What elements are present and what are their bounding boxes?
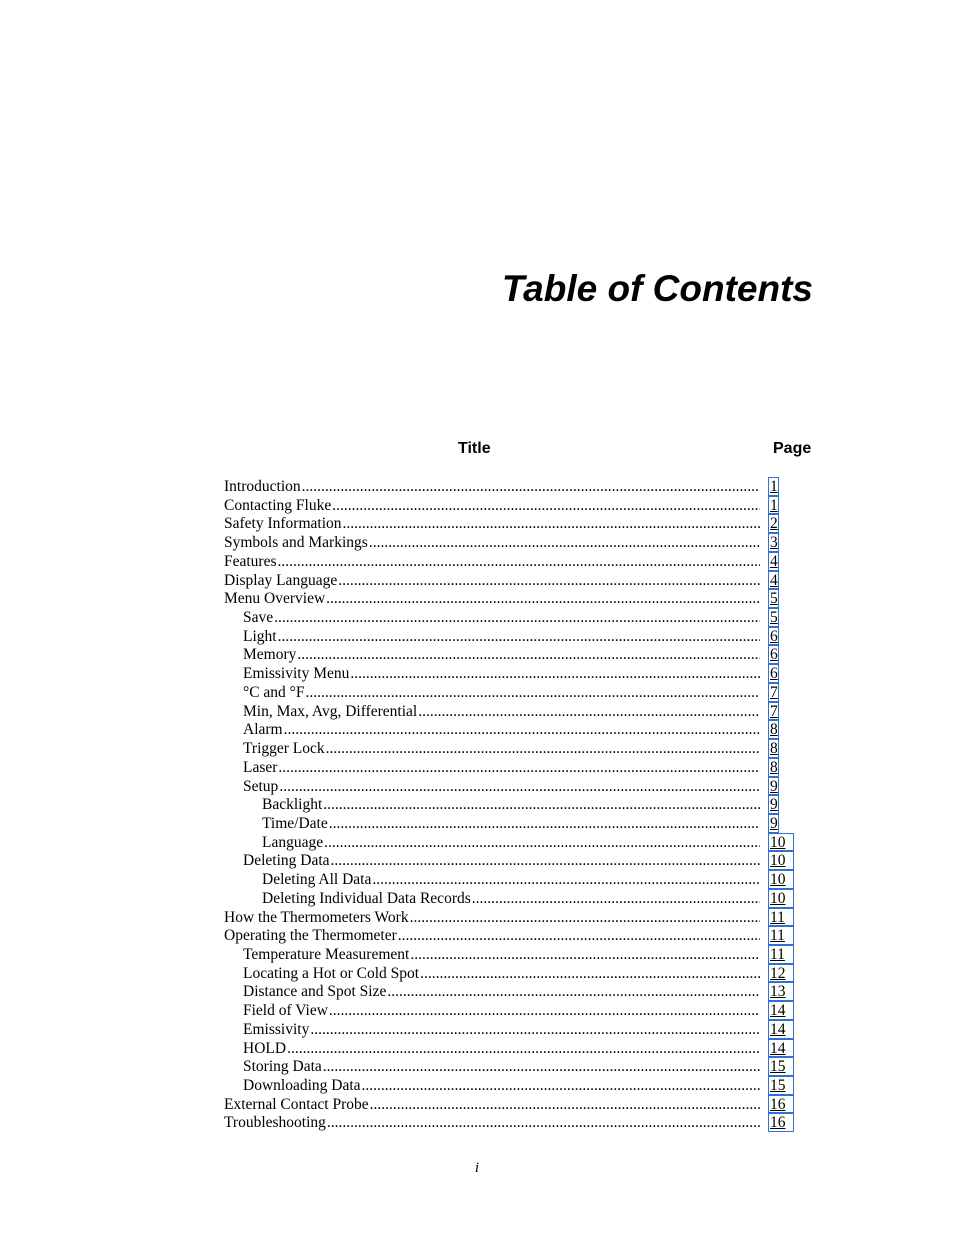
- dot-leader: [343, 515, 760, 534]
- dot-leader: [472, 890, 760, 909]
- toc-entry-label[interactable]: Operating the Thermometer: [224, 927, 397, 945]
- dot-leader: [306, 684, 761, 703]
- toc-entry-label[interactable]: Deleting Data: [243, 852, 330, 870]
- toc-page-link[interactable]: 1: [770, 496, 778, 514]
- toc-page-link[interactable]: 9: [770, 814, 778, 832]
- toc-page-link[interactable]: 13: [768, 982, 794, 1001]
- toc-entry-label[interactable]: Time/Date: [262, 814, 328, 832]
- toc-row: [224, 496, 794, 515]
- toc-row: [224, 926, 794, 945]
- toc-row: [224, 1095, 794, 1114]
- dot-leader: [369, 534, 760, 553]
- dot-leader: [326, 590, 760, 609]
- toc-row: [224, 702, 794, 721]
- toc-page-link[interactable]: 9: [770, 777, 778, 795]
- toc-entry-label[interactable]: Save: [243, 609, 274, 627]
- toc-entry-label[interactable]: Deleting All Data: [262, 871, 372, 889]
- toc-entry-label[interactable]: Alarm: [243, 721, 283, 739]
- dot-leader: [297, 646, 760, 665]
- toc-page-link[interactable]: 8: [770, 758, 778, 776]
- toc-list: [224, 477, 794, 1132]
- toc-row: [224, 1020, 794, 1039]
- toc-page-link[interactable]: 8: [770, 740, 778, 758]
- toc-page-link[interactable]: 5: [770, 590, 778, 608]
- dot-leader: [410, 946, 760, 965]
- toc-page-link[interactable]: 4: [770, 552, 778, 570]
- toc-page-link[interactable]: 15: [768, 1076, 794, 1095]
- toc-page-link[interactable]: 2: [770, 515, 778, 533]
- toc-row: [224, 870, 794, 889]
- toc-entry-label[interactable]: Laser: [243, 758, 278, 776]
- toc-entry-label[interactable]: °C and °F: [243, 683, 305, 701]
- toc-entry-label[interactable]: Min, Max, Avg, Differential: [243, 702, 418, 720]
- toc-row: [224, 1039, 794, 1058]
- dot-leader: [370, 1096, 760, 1115]
- dot-leader: [398, 927, 760, 946]
- toc-page-link[interactable]: 14: [768, 1039, 794, 1058]
- toc-page-link[interactable]: 12: [768, 964, 794, 983]
- toc-row: [224, 908, 794, 927]
- dot-leader: [338, 572, 760, 591]
- toc-row: [224, 571, 794, 590]
- toc-row: [224, 964, 794, 983]
- toc-entry-label[interactable]: HOLD: [243, 1039, 287, 1057]
- toc-entry-label[interactable]: Symbols and Markings: [224, 534, 368, 552]
- toc-entry-label[interactable]: Memory: [243, 646, 297, 664]
- toc-entry-label[interactable]: Setup: [243, 777, 279, 795]
- toc-entry-label[interactable]: Menu Overview: [224, 590, 326, 608]
- dot-leader: [323, 796, 760, 815]
- toc-entry-label[interactable]: Backlight: [262, 796, 323, 814]
- dot-leader: [274, 609, 760, 628]
- toc-row: [224, 477, 794, 496]
- toc-entry-label[interactable]: Locating a Hot or Cold Spot: [243, 964, 420, 982]
- toc-entry-label[interactable]: Storing Data: [243, 1058, 322, 1076]
- title-column-header: Title: [458, 440, 491, 457]
- toc-page-link[interactable]: 7: [770, 683, 778, 701]
- dot-leader: [372, 871, 760, 890]
- toc-row: [224, 552, 794, 571]
- toc-row: [224, 720, 794, 739]
- toc-row: [224, 851, 794, 870]
- toc-row: [224, 982, 794, 1001]
- toc-entry-label[interactable]: Contacting Fluke: [224, 496, 332, 514]
- toc-entry-label[interactable]: Emissivity: [243, 1020, 310, 1038]
- toc-row: [224, 945, 794, 964]
- toc-row: [224, 739, 794, 758]
- toc-entry-label[interactable]: Downloading Data: [243, 1077, 361, 1094]
- toc-row: [224, 514, 794, 533]
- dot-leader: [310, 1021, 760, 1040]
- toc-page-link[interactable]: 4: [770, 571, 778, 589]
- toc-page-link[interactable]: 1: [770, 478, 778, 495]
- footer-page-number: i: [474, 1160, 480, 1176]
- toc-entry-label[interactable]: Temperature Measurement: [243, 945, 410, 963]
- dot-leader: [329, 815, 760, 834]
- dot-leader: [278, 553, 760, 572]
- toc-page-link[interactable]: 10: [768, 851, 794, 870]
- toc-page-link[interactable]: 11: [768, 926, 794, 945]
- toc-entry-label[interactable]: Safety Information: [224, 515, 342, 533]
- toc-entry-label[interactable]: How the Thermometers Work: [224, 908, 409, 926]
- toc-page-link[interactable]: 10: [768, 870, 794, 889]
- toc-row: [224, 814, 794, 833]
- dot-leader: [323, 1058, 760, 1077]
- toc-page-link[interactable]: 15: [768, 1057, 794, 1076]
- toc-row: [224, 683, 794, 702]
- toc-entry-label[interactable]: Light: [243, 627, 277, 645]
- toc-row: [224, 1113, 794, 1132]
- toc-entry-label[interactable]: Language: [262, 833, 324, 851]
- dot-leader: [302, 478, 760, 497]
- toc-entry-label[interactable]: Distance and Spot Size: [243, 983, 387, 1001]
- dot-leader: [326, 740, 760, 759]
- dot-leader: [278, 759, 760, 778]
- toc-page-link[interactable]: 11: [768, 945, 794, 964]
- toc-row: [224, 664, 794, 683]
- toc-row: [224, 608, 794, 627]
- toc-entry-label[interactable]: Deleting Individual Data Records: [262, 889, 471, 907]
- toc-page-link[interactable]: 10: [768, 833, 794, 852]
- dot-leader: [329, 1002, 760, 1021]
- dot-leader: [350, 665, 760, 684]
- page-column-header: Page: [773, 440, 812, 457]
- toc-page-link[interactable]: 6: [770, 627, 778, 645]
- toc-entry-label[interactable]: Features: [224, 552, 277, 570]
- toc-row: [224, 1076, 794, 1095]
- toc-page-link[interactable]: 6: [770, 665, 778, 683]
- toc-page-link[interactable]: 7: [770, 702, 778, 720]
- dot-leader: [278, 628, 760, 647]
- toc-page-link[interactable]: 6: [770, 646, 778, 664]
- dot-leader: [332, 497, 760, 516]
- toc-row: [224, 1001, 794, 1020]
- toc-row: [224, 889, 794, 908]
- toc-row: [224, 777, 794, 796]
- toc-row: [224, 795, 794, 814]
- dot-leader: [362, 1077, 760, 1096]
- toc-page-link[interactable]: 16: [768, 1095, 794, 1114]
- toc-page-link[interactable]: 16: [768, 1113, 794, 1132]
- toc-row: [224, 645, 794, 664]
- toc-entry-label[interactable]: Introduction: [224, 478, 301, 495]
- toc-row: [224, 589, 794, 608]
- toc-entry-label[interactable]: Display Language: [224, 571, 338, 589]
- toc-page-link[interactable]: 5: [770, 609, 778, 627]
- toc-page-link[interactable]: 14: [768, 1001, 794, 1020]
- dot-leader: [410, 909, 760, 928]
- toc-page-link[interactable]: 14: [768, 1020, 794, 1039]
- page-title: Table of Contents: [501, 268, 813, 309]
- toc-page-link[interactable]: 8: [770, 721, 778, 739]
- dot-leader: [418, 703, 760, 722]
- toc-page-link[interactable]: 10: [768, 889, 794, 908]
- toc-row: [224, 627, 794, 646]
- dot-leader: [284, 721, 760, 740]
- dot-leader: [327, 1114, 760, 1133]
- toc-entry-label[interactable]: External Contact Probe: [224, 1095, 369, 1113]
- dot-leader: [324, 834, 760, 853]
- toc-row: [224, 1057, 794, 1076]
- dot-leader: [279, 778, 760, 797]
- toc-page-link[interactable]: 9: [770, 796, 778, 814]
- toc-entry-label[interactable]: Emissivity Menu: [243, 665, 350, 683]
- dot-leader: [420, 965, 760, 984]
- toc-entry-label[interactable]: Troubleshooting: [224, 1114, 326, 1132]
- toc-page-link[interactable]: 3: [770, 534, 778, 552]
- toc-entry-label[interactable]: Field of View: [243, 1002, 328, 1020]
- dot-leader: [387, 983, 760, 1002]
- toc-page-link[interactable]: 11: [768, 908, 794, 927]
- toc-row: [224, 758, 794, 777]
- dot-leader: [287, 1040, 760, 1059]
- toc-row: [224, 533, 794, 552]
- toc-entry-label[interactable]: Trigger Lock: [243, 740, 325, 758]
- toc-row: [224, 833, 794, 852]
- dot-leader: [331, 852, 760, 871]
